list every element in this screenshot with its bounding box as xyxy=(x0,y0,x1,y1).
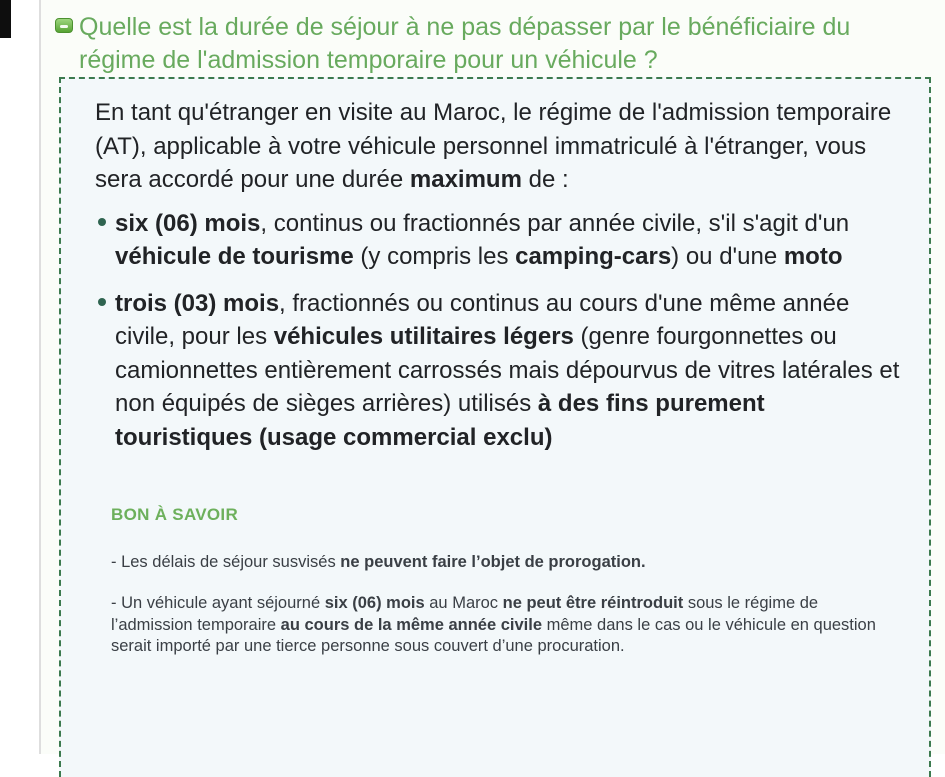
answer-bullet-list xyxy=(95,207,903,455)
bullet-item-six-months: six (06) mois, continus ou fractionnés par année civile, s'il s'agit d'un véhicule de tourisme (y compris les camping-cars) ou d'une moto xyxy=(95,207,903,274)
note-no-reintroduction: - Un véhicule ayant séjourné six (06) mois au Maroc ne peut être réintroduit sous le régime de l’admission temporaire au cours de la même année civile même dans le cas ou le véhicule en question serait importé par une tierce personne sous couvert d’une procuration. xyxy=(111,594,876,655)
collapse-minus-icon[interactable] xyxy=(55,18,73,33)
faq-answer-box xyxy=(59,77,931,777)
faq-question-text: Quelle est la durée de séjour à ne pas dépasser par le bénéficiaire du régime de l'admission temporaire pour un véhicule ? xyxy=(79,13,851,74)
answer-intro-paragraph: En tant qu'étranger en visite au Maroc, le régime de l'admission temporaire (AT), applicable à votre véhicule personnel immatriculé à l'étranger, vous sera accordé pour une durée maximum de : xyxy=(95,99,892,193)
note-no-extension: - Les délais de séjour susvisés ne peuvent faire l’objet de prorogation. xyxy=(111,552,646,571)
faq-answer-body xyxy=(95,96,903,658)
good-to-know-title: BON À SAVOIR xyxy=(111,505,239,524)
bullet-item-three-months: trois (03) mois, fractionnés ou continus au cours d'une même année civile, pour les véhicules utilitaires légers (genre fourgonnettes ou camionnettes entièrement carrossés mais dépourvus de vitres latérales et non équipés de sièges arrières) utilisés à des fins purement touristiques (usage commercial exclu) xyxy=(95,287,903,455)
faq-question-toggle[interactable] xyxy=(41,0,945,77)
window-edge-block xyxy=(0,0,11,38)
faq-panel xyxy=(41,0,945,754)
good-to-know-section xyxy=(111,498,903,658)
